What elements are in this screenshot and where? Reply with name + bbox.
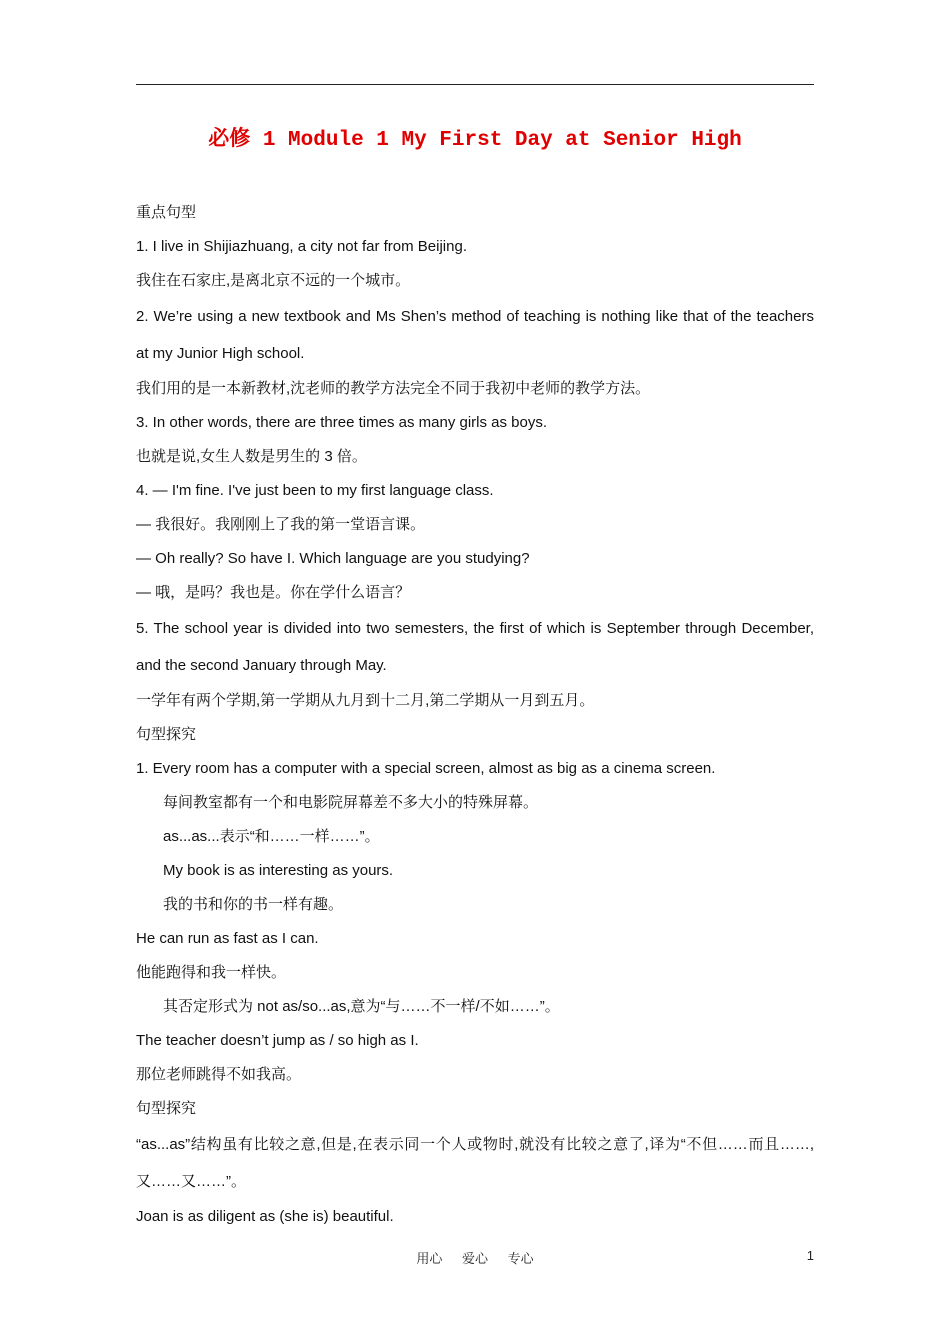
footer-motto: [136, 1248, 814, 1267]
page-footer: [136, 1248, 814, 1268]
motto-word: 爱心: [461, 1251, 488, 1266]
grammar-note: 其否定形式为 not as/so...as,意为“与……不一样/不如……”。: [163, 998, 560, 1015]
sentence-zh: 我们用的是一本新教材,沈老师的教学方法完全不同于我初中老师的教学方法。: [136, 380, 651, 397]
example-zh: 那位老师跳得不如我高。: [136, 1066, 302, 1083]
sentence-zh: 每间教室都有一个和电影院屏幕差不多大小的特殊屏幕。: [163, 794, 539, 811]
section-heading: 句型探究: [136, 726, 197, 743]
sentence-en: 1. Every room has a computer with a special screen, almost as big as a cinema screen.: [136, 760, 716, 777]
page-title: 必修 1 Module 1 My First Day at Senior High: [208, 129, 742, 152]
sentence-zh: 一学年有两个学期,第一学期从九月到十二月,第二学期从一月到五月。: [136, 692, 595, 709]
grammar-note: “as...as”结构虽有比较之意,但是,在表示同一个人或物时,就没有比较之意了,译为“不但……而且……,又……又……”。: [136, 1136, 814, 1190]
section-heading: 重点句型: [136, 204, 197, 221]
motto-word: 专心: [507, 1251, 534, 1266]
example-zh: 我的书和你的书一样有趣。: [163, 896, 344, 913]
sentence-en: 5. The school year is divided into two semesters, the first of which is September through December, and the second January through May.: [136, 620, 814, 674]
example-en: My book is as interesting as yours.: [163, 862, 394, 879]
motto-word: 用心: [416, 1251, 443, 1266]
sentence-en: 2. We’re using a new textbook and Ms Shen’s method of teaching is nothing like that of the teachers at my Junior High school.: [136, 308, 814, 362]
example-en: Joan is as diligent as (she is) beautiful.: [136, 1208, 394, 1225]
sentence-zh: 我住在石家庄,是离北京不远的一个城市。: [136, 272, 411, 289]
grammar-note: as...as...表示“和……一样……”。: [163, 828, 380, 845]
sentence-en: 3. In other words, there are three times as many girls as boys.: [136, 414, 548, 431]
sentence-zh: — 哦，是吗？我也是。你在学什么语言？: [136, 584, 411, 601]
sentence-en: — Oh really? So have I. Which language are you studying?: [136, 550, 530, 567]
section-heading: 句型探究: [136, 1100, 197, 1117]
sentence-en: 4. — I'm fine. I've just been to my first language class.: [136, 482, 494, 499]
sentence-en: 1. I live in Shijiazhuang, a city not far from Beijing.: [136, 238, 467, 255]
example-en: He can run as fast as I can.: [136, 930, 319, 947]
example-en: The teacher doesn’t jump as / so high as I.: [136, 1032, 419, 1049]
example-zh: 他能跑得和我一样快。: [136, 964, 287, 981]
page-number: 1: [806, 1248, 814, 1263]
document-body: [136, 196, 814, 1234]
header-rule: [136, 84, 814, 85]
sentence-zh: — 我很好。我刚刚上了我的第一堂语言课。: [136, 516, 426, 533]
sentence-zh: 也就是说,女生人数是男生的 3 倍。: [136, 448, 367, 465]
